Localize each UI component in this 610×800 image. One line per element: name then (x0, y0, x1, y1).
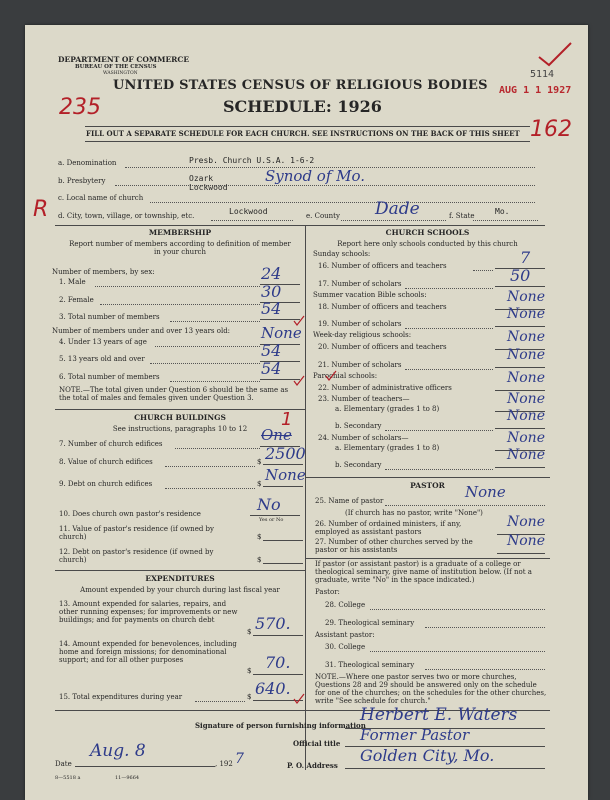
q6-label: 6. Total number of members (59, 373, 160, 381)
form-title: UNITED STATES CENSUS OF RELIGIOUS BODIES (113, 78, 488, 93)
address-label: P. O. Address (287, 761, 338, 770)
presbytery-value: Ozark (189, 174, 214, 183)
year-suffix: 7 (235, 751, 244, 767)
q23a-label: a. Elementary (grades 1 to 8) (335, 405, 440, 413)
q24b-label: b. Secondary (335, 461, 382, 469)
q1-label: 1. Male (59, 278, 86, 286)
q27-label: 27. Number of other churches served by the pastor or his assistants (315, 538, 473, 554)
signature-label: Signature of person furnishing information (195, 721, 366, 730)
q18-label: 18. Number of officers and teachers (318, 303, 447, 311)
county-label: e. County (306, 212, 340, 220)
year-prefix: , 192 (215, 760, 233, 768)
q2-label: 2. Female (59, 296, 94, 304)
q19-value: None (507, 306, 545, 322)
q18-value: None (507, 289, 545, 305)
summer-label: Summer vacation Bible schools: (313, 291, 427, 299)
tick-icon (293, 693, 305, 705)
q19-label: 19. Number of scholars (318, 320, 402, 328)
q10-value: No (257, 495, 281, 514)
pastor-sub-label: Pastor: (315, 588, 340, 596)
presbytery-label: b. Presbytery (58, 177, 106, 185)
dept-line3: WASHINGTON (103, 71, 138, 76)
official-title-label: Official title (293, 739, 341, 748)
q5-label: 5. 13 years old and over (59, 355, 145, 363)
pastor-heading: PASTOR (410, 481, 445, 490)
by-sex-label: Number of members, by sex: (52, 268, 155, 276)
assistant-label: Assistant pastor: (315, 631, 375, 639)
q25-value: None (465, 483, 506, 501)
q10-hint: Yes or No (259, 517, 284, 523)
q28-label: 28. College (325, 601, 366, 609)
q23b-label: b. Secondary (335, 422, 382, 430)
note-right: 162 (530, 117, 572, 142)
red-check-icon (535, 39, 575, 69)
schools-heading: CHURCH SCHOOLS (385, 228, 470, 237)
parochial-label: Parochial schools: (313, 372, 378, 380)
tick-icon (293, 315, 305, 327)
q25-label: 25. Name of pastor (315, 497, 384, 505)
q15-value: 640. (255, 679, 291, 698)
sunday-label: Sunday schools: (313, 250, 371, 258)
q20-value: None (507, 329, 545, 345)
membership-note: NOTE.—The total given under Question 6 should be the same as the total of males and females given under Question 3. (59, 386, 289, 402)
local-name-value: Lockwood (189, 183, 228, 192)
expenditures-intro: Amount expended by your church during last fiscal year (80, 586, 280, 594)
q23-label: 23. Number of teachers— (318, 395, 410, 403)
denomination-value: Presb. Church U.S.A. 1-6-2 (189, 156, 315, 165)
q22-label: 22. Number of administrative officers (318, 384, 452, 392)
q13-value: 570. (255, 614, 291, 633)
q25-hint: (If church has no pastor, write "None") (345, 509, 483, 517)
age-label: Number of members under and over 13 years old: (52, 327, 231, 335)
weekday-label: Week-day religious schools: (313, 331, 412, 339)
q16-label: 16. Number of officers and teachers (318, 262, 447, 270)
local-name-label: c. Local name of church (58, 194, 144, 202)
q13-label: 13. Amount expended for salaries, repairs, and other running expenses; for improvements or new buildings; and for payments on church debt (59, 600, 238, 624)
stamp-number: 5114 (530, 69, 555, 80)
q2-value: 30 (261, 282, 282, 301)
q14-label: 14. Amount expended for benevolences, including home and foreign missions; for denominational support; and for all other purposes (59, 640, 237, 664)
membership-intro: Report number of members according to definition of member in your church (69, 240, 291, 256)
schools-intro: Report here only schools conducted by this church (337, 240, 518, 248)
q21-label: 21. Number of scholars (318, 361, 402, 369)
q21-value: None (507, 347, 545, 363)
official-title-value: Former Pastor (360, 726, 470, 744)
denomination-label: a. Denomination (58, 159, 117, 167)
instructions-line: FILL OUT A SEPARATE SCHEDULE FOR EACH CHURCH. SEE INSTRUCTIONS ON THE BACK OF THIS SHEET (86, 129, 520, 138)
address-value: Golden City, Mo. (360, 746, 495, 765)
q31-label: 31. Theological seminary (325, 661, 415, 669)
q8-label: 8. Value of church edifices (59, 458, 153, 466)
college-intro: If pastor (or assistant pastor) is a graduate of a college or theological seminary, give name of institution below. (If not a graduate, write "No" in the space indicated.) (315, 560, 532, 584)
q9-label: 9. Debt on church edifices (59, 480, 153, 488)
expenditures-heading: EXPENDITURES (145, 574, 215, 583)
county-value: Dade (375, 199, 420, 219)
form-subtitle: SCHEDULE: 1926 (223, 97, 382, 116)
note-left: 235 (59, 95, 101, 120)
form-code: 8—5518 a (55, 775, 81, 781)
q24-label: 24. Number of scholars— (318, 434, 409, 442)
q1-value: 24 (261, 264, 282, 283)
state-value: Mo. (495, 207, 510, 216)
q11-label: 11. Value of pastor's residence (if owned by church) (59, 525, 214, 541)
q7-value: One (261, 426, 292, 444)
q26-label: 26. Number of ordained ministers, if any, employed as assistant pastors (315, 520, 462, 536)
dept-line2: BUREAU OF THE CENSUS (75, 64, 157, 70)
tick-icon (325, 370, 337, 382)
q16-value: 7 (520, 248, 531, 267)
buildings-intro: See instructions, paragraphs 10 to 12 (112, 425, 248, 433)
q24a-label: a. Elementary (grades 1 to 8) (335, 444, 440, 452)
signature-value: Herbert E. Waters (360, 705, 518, 725)
membership-heading: MEMBERSHIP (148, 228, 212, 237)
buildings-heading: CHURCH BUILDINGS (134, 413, 226, 422)
q15-label: 15. Total expenditures during year (59, 693, 183, 701)
q26-value: None (507, 514, 545, 530)
q17-value: 50 (510, 266, 531, 285)
city-label: d. City, town, village, or township, etc. (58, 212, 195, 220)
q23b-value: None (507, 408, 545, 424)
q7-label: 7. Number of church edifices (59, 440, 163, 448)
date-label: Date (55, 760, 72, 768)
q4-value: None (261, 324, 302, 342)
q24a-value: None (507, 430, 545, 446)
synod-value: Synod of Mo. (265, 167, 366, 185)
q10-label: 10. Does church own pastor's residence (59, 510, 201, 518)
q24b-value: None (507, 447, 545, 463)
q4-label: 4. Under 13 years of age (59, 338, 147, 346)
q23a-value: None (507, 391, 545, 407)
dept-line1: DEPARTMENT OF COMMERCE (58, 55, 190, 64)
stamp-date: AUG 1 1 1927 (499, 85, 572, 96)
q20-label: 20. Number of officers and teachers (318, 343, 447, 351)
q30-label: 30. College (325, 643, 366, 651)
print-code: 11—9664 (115, 775, 140, 781)
q14-value: 70. (265, 653, 291, 672)
q22-value: None (507, 370, 545, 386)
q3-label: 3. Total number of members (59, 313, 160, 321)
census-form: DEPARTMENT OF COMMERCE BUREAU OF THE CENSUS WASHINGTON UNITED STATES CENSUS OF RELIGIOUS BODIES SCHEDULE: 1926 5114 AUG 1 1 1927 235 162 FILL OUT A SEPARATE SCHEDULE FOR EACH CHURCH. SEE INSTRUCTIONS ON THE BACK OF THIS SHEET a. Denomination Presb. Church U.S.A. 1-6-2 b. Presbytery Ozark Synod of Mo. c. Local name of church Lockwood R d. City, town, village, or township, etc. Lockwood e. County Dade f. State Mo. MEMBERSHIP Report number of members according to definition of member in your church Number of members, by sex: 1. Male 24 2. Female 30 3. Total number of members 54 Number of members under and over 13 years old: 4. Under 13 years of age None 5. 13 years old and over 54 6. Total number of members 54 NOTE.—The total given under Question 6 should be the same as the total of males and females given under Question 3. CHURCH BUILDINGS See instructions, paragraphs 10 to 12 1 7. Number of church edifices One 8. Value of church edifices $ 2500 9. Debt on church edifices $ None 10. Does church own pastor's residence No Yes or No 11. Value of pastor's residence (if owned by church) $ 12. Debt on pastor's residence (if owned by church) $ EXPENDITURES Amount expended by your church during last fiscal year 13. Amount expended for salaries, repairs, and other running expenses; for improvements or new buildings; and for payments on church debt $ 570. 14. Amount expended for benevolences, including home and foreign missions; for denominational support; and for all other purposes $ 70. 15. Total expenditures during year $ 640. CHURCH SCHOOLS Report here only schools conducted by this church Sunday schools: 16. Number of officers and teachers 7 17. Number of scholars 50 Summer vacation Bible schools: 18. Number of officers and teachers None 19. Number of scholars None Week-day religious schools: 20. Number of officers and teachers None 21. Number of scholars None Parochial schools: 22. Number of administrative officers None 23. Number of teachers— a. Elementary (grades 1 to 8) None b. Secondary None 24. Number of scholars— a. Elementary (grades 1 to 8) None b. Secondary None PASTOR 25. Name of pastor None (If church has no pastor, write "None") 26. Number of ordained ministers, if any, employed as assistant pastors None 27. Number of other churches served by the pastor or his assistants None If pastor (or assistant pastor) is a graduate of a college or theological seminary, give name of institution below. (If not a graduate, write "No" in the space indicated.) Pastor: 28. College 29. Theological seminary Assistant pastor: 30. College 31. Theological seminary NOTE.—Where one pastor serves two or more churches, Questions 28 and 29 should be answered only on the schedule for one of the churches; on the schedules for the other churches, write "See schedule for church." Signature of person furnishing information Herbert E. Waters Official title Former Pastor Date Aug. 8 , 192 7 P. O. Address Golden City, Mo. 8—5518 a 11—9664 (25, 25, 588, 800)
q6-value: 54 (261, 359, 282, 378)
q8-value: 2500 (265, 444, 306, 463)
pastor-note: NOTE.—Where one pastor serves two or more churches, Questions 28 and 29 should be answered only on the schedule for one of the churches; on the schedules for the other churches, write "See schedule for church." (315, 673, 547, 705)
q17-label: 17. Number of scholars (318, 280, 402, 288)
q5-value: 54 (261, 341, 282, 360)
q27-value: None (507, 533, 545, 549)
q29-label: 29. Theological seminary (325, 619, 415, 627)
q3-value: 54 (261, 299, 282, 318)
date-value: Aug. 8 (90, 741, 146, 761)
q9-value: None (265, 466, 306, 484)
state-label: f. State (449, 212, 475, 220)
r-mark: R (33, 197, 49, 222)
tick-icon (293, 375, 305, 387)
city-value: Lockwood (229, 207, 268, 216)
q7-correction: 1 (281, 409, 293, 430)
q12-label: 12. Debt on pastor's residence (if owned by church) (59, 548, 214, 564)
